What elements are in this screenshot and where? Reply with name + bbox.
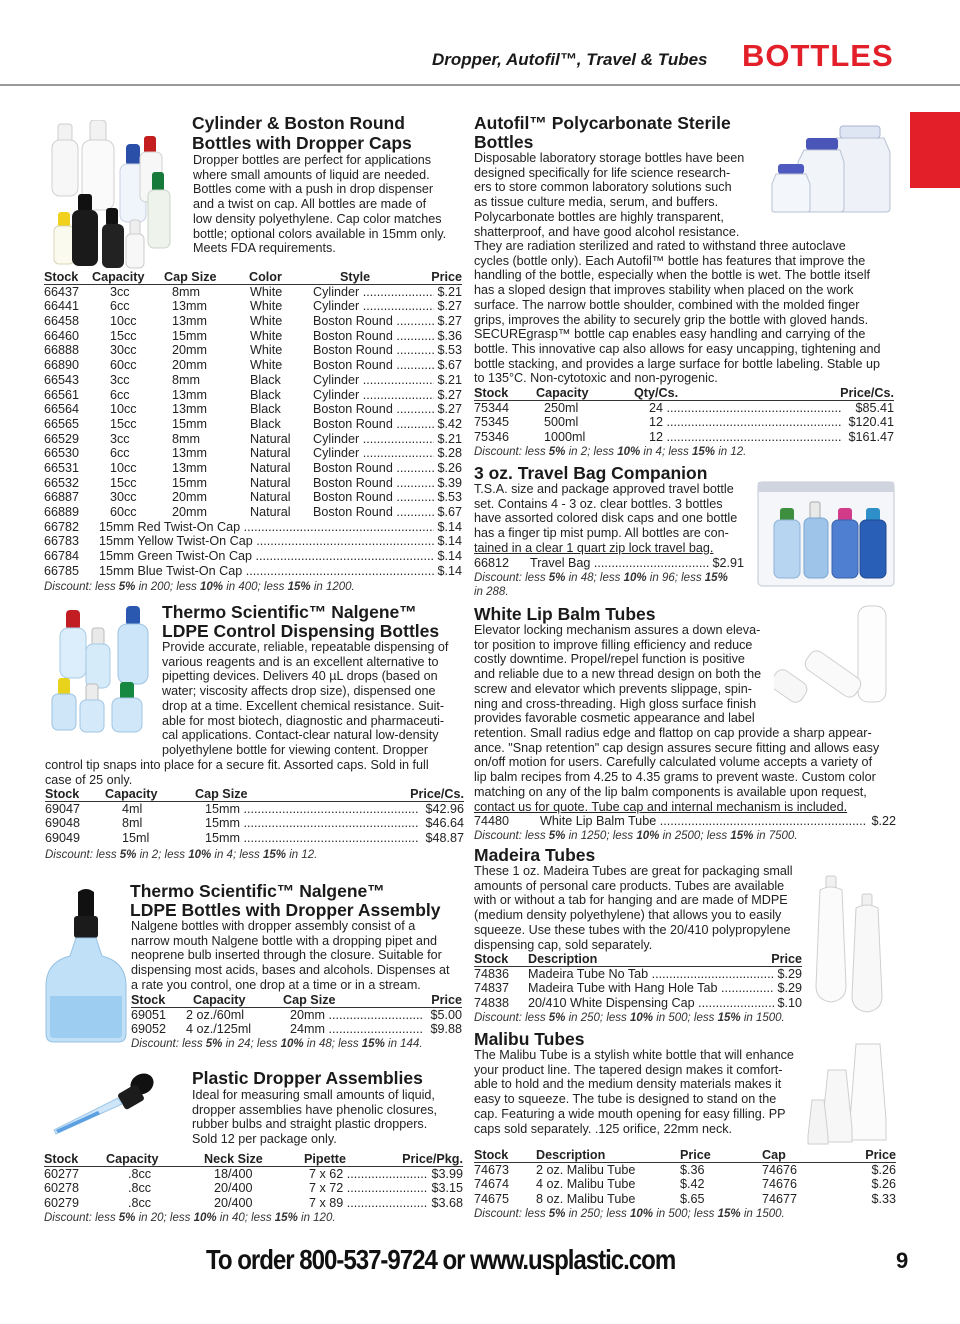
cyl-table-row: 66437 3cc 8mm White Cylinder ..... $.21 — [44, 285, 462, 300]
malibu-title: Malibu Tubes — [474, 1029, 585, 1049]
malibu-table-row: 74675 8 oz. Malibu Tube $.65 74677 $.33 — [474, 1192, 896, 1207]
nal2-description: Nalgene bottles with dropper assembly consist of a narrow mouth Nalgene bottle with a dropping pipet and neoprene bulb inserted through the closure. Suitable for dispensing most acids, bases and alcohols. Dispenses at a rate you control, one drop at a time or in a stream. — [131, 919, 450, 992]
pda-table — [44, 1152, 463, 1211]
nal2-table-header: Stock Capacity Cap Size Price — [131, 993, 462, 1007]
cyl-table-row: 66890 60cc 20mm White Boston Round ..... $.67 — [44, 358, 462, 373]
auto-table-row: 75344 250ml 24 ..... $85.41 — [474, 401, 894, 416]
auto-table — [474, 386, 894, 445]
auto-table-row: 75345 500ml 12 ..... $120.41 — [474, 415, 894, 430]
header-subtitle: Dropper, Autofil™, Travel & Tubes — [432, 50, 708, 69]
nal2-title-line2: LDPE Bottles with Dropper Assembly — [130, 900, 441, 920]
cyl-cap-row: 66782 15mm Red Twist-On Cap ..... $.14 — [44, 520, 462, 535]
madeira-table — [474, 952, 802, 1011]
nal1-table-row: 69048 8ml 15mm ..... $46.64 — [45, 816, 464, 831]
pda-table-row: 60278 .8cc 20/400 7 x 72 ..... $3.15 — [44, 1181, 463, 1196]
cyl-table-row: 66889 60cc 20mm Natural Boston Round ..... $.67 — [44, 505, 462, 520]
cyl-table-row: 66529 3cc 8mm Natural Cylinder ..... $.21 — [44, 432, 462, 447]
nal2-table-row: 69051 2 oz./60ml 20mm ..... $5.00 — [131, 1008, 462, 1023]
cyl-table-row: 66531 10cc 13mm Natural Boston Round ..... $.26 — [44, 461, 462, 476]
cyl-table — [44, 270, 462, 578]
pda-table-row: 60277 .8cc 18/400 7 x 62 ..... $3.99 — [44, 1167, 463, 1182]
nal1-title-line1: Thermo Scientific™ Nalgene™ — [162, 602, 417, 622]
page-number: 9 — [896, 1248, 909, 1273]
cyl-description: Dropper bottles are perfect for applications where small amounts of liquid are needed. Bottles come with a push in drop dispenser and a twist on cap. All bottles are made of low density polyethylene. Cap color matches bottle; optional colors available in 15mm only. Meets FDA requirements. — [193, 153, 447, 256]
plastic-dropper-image — [50, 1068, 160, 1140]
pda-discount: Discount: less 5% in 20; less 10% in 40; less 15% in 120. — [44, 1212, 336, 1224]
lip-title: White Lip Balm Tubes — [474, 604, 656, 624]
nal2-table — [131, 993, 462, 1037]
cyl-table-row: 66561 6cc 13mm Black Cylinder ..... $.27 — [44, 388, 462, 403]
travel-description: T.S.A. size and package approved travel bottle set. Contains 4 - 3 oz. clear bottles. 3 bottles have assorted colored disk caps and one bottle has a finger tip mist pump. All bottles are con- tained in a clear 1 quart zip lock travel bag. — [474, 482, 738, 555]
lip-description-wide: retention. Small radius edge and flattop on cap provide a sharp appear- ance. "Snap retention" cap design assures secure fitting and allows easy on/off motion for users. Carefully calculated volume accepts a variety of lip balm recipes from 4.25 to 4.35 grams to prevent waste. Custom color matching on any of the lip balm components is available upon request, contact us for quote. Tube cap and internal mechanism is included. — [474, 726, 880, 814]
auto-discount: Discount: less 5% in 2; less 10% in 4; less 15% in 12. — [474, 446, 747, 458]
cyl-table-row: 66530 6cc 13mm Natural Cylinder ..... $.28 — [44, 446, 462, 461]
malibu-table-header: Stock Description Price Cap Price — [474, 1148, 896, 1162]
madeira-description: These 1 oz. Madeira Tubes are great for packaging small amounts of personal care products. Tubes are available with or without a tab for hanging and are made of MDPE (medium density polyethylene) that allows you to easily squeeze. Use these tubes with the 20/410 polypropylene dispensing cap, sold separately. — [474, 864, 793, 952]
cyl-table-row: 66565 15cc 15mm Black Boston Round ..... $.42 — [44, 417, 462, 432]
cyl-title-line1: Cylinder & Boston Round — [192, 113, 405, 133]
nalgene-dispensing-bottles-image — [46, 604, 158, 734]
malibu-table — [474, 1148, 896, 1207]
malibu-table-row: 74674 4 oz. Malibu Tube $.42 74676 $.26 — [474, 1177, 896, 1192]
cyl-table-row: 66888 30cc 20mm White Boston Round ..... $.53 — [44, 343, 462, 358]
pda-table-header: Stock Capacity Neck Size Pipette Price/Pkg. — [44, 1152, 463, 1166]
travel-row: 66812 Travel Bag ..... $2.91 — [474, 556, 744, 571]
cyl-discount: Discount: less 5% in 200; less 10% in 400; less 15% in 1200. — [44, 581, 355, 593]
nal1-description: Provide accurate, reliable, repeatable dispensing of various reagents and is an excellent alternative to pipetting devices. Delivers 40 µL drops (based on water; viscosity affects drop size), dispensed one drop at a time. Excellent chemical resistance. Suit- able for most biotech, diagnostic and pharmaceuti- cal applications. Contact-clear natural low-density polyethylene bottle for viewing content. Dropper — [162, 640, 449, 757]
nal1-table — [45, 787, 464, 846]
lip-table — [474, 814, 896, 829]
auto-title-line2: Bottles — [474, 132, 534, 152]
footer-order-info: To order 800-537-9724 or www.usplastic.com — [206, 1244, 676, 1275]
lip-description-narrow: Elevator locking mechanism assures a down eleva- tor position to improve filling efficiency and reduce costly downtime. Propel/repel function is positive and reliable due to a new thread design on both the screw and elevator which prevents slippage, spin- ning and cross-threading. High gloss surface finish provides favorable cosmetic appearance and label — [474, 623, 762, 726]
cyl-cap-row: 66784 15mm Green Twist-On Cap ..... $.14 — [44, 549, 462, 564]
auto-table-header: Stock Capacity Qty/Cs. Price/Cs. — [474, 386, 894, 400]
cyl-table-row: 66564 10cc 13mm Black Boston Round ..... $.27 — [44, 402, 462, 417]
madeira-table-row: 74836 Madeira Tube No Tab ..... $.29 — [474, 967, 802, 982]
pda-title: Plastic Dropper Assemblies — [192, 1068, 423, 1088]
madeira-discount: Discount: less 5% in 250; less 10% in 500; less 15% in 1500. — [474, 1012, 785, 1024]
malibu-tubes-image — [806, 1040, 896, 1148]
madeira-table-row: 74837 Madeira Tube with Hang Hole Tab ..... $.29 — [474, 981, 802, 996]
cyl-table-row: 66460 15cc 15mm White Boston Round ..... $.36 — [44, 329, 462, 344]
cyl-title-line2: Bottles with Dropper Caps — [192, 133, 412, 153]
nal1-title-line2: LDPE Control Dispensing Bottles — [162, 621, 440, 641]
lip-discount: Discount: less 5% in 1250; less 10% in 2500; less 15% in 7500. — [474, 830, 798, 842]
pda-table-row: 60279 .8cc 20/400 7 x 89 ..... $3.68 — [44, 1196, 463, 1211]
travel-bag-image — [756, 480, 896, 590]
travel-title: 3 oz. Travel Bag Companion — [474, 463, 708, 483]
cyl-table-row: 66887 30cc 20mm Natural Boston Round ..... $.53 — [44, 490, 462, 505]
autofil-bottles-image — [770, 124, 898, 214]
auto-description-narrow: Disposable laboratory storage bottles have been designed specifically for life science research- ers to store common laboratory solutions such as tissue culture media, serum, and buffers. Polycarbonate bottles are highly transparent, shatterproof, and have good alcohol resistance. — [474, 151, 745, 239]
lip-balm-image — [774, 604, 898, 718]
madeira-tubes-image — [812, 874, 892, 1014]
nal1-discount: Discount: less 5% in 2; less 10% in 4; less 15% in 12. — [45, 849, 318, 861]
malibu-table-row: 74673 2 oz. Malibu Tube $.36 74676 $.26 — [474, 1162, 896, 1177]
nal2-title-line1: Thermo Scientific™ Nalgene™ — [130, 881, 385, 901]
cyl-cap-row: 66785 15mm Blue Twist-On Cap ..... $.14 — [44, 564, 462, 579]
auto-description-wide: They are radiation sterilized and rated to withstand three autoclave cycles (bottle only). Each Autofil™ bottle has features that improve the handling of the bottle, especially when the bottle is wet. The bottle itself has a sloped design that improves stability when placed on the work surface. The narrow bottle shoulder, combined with the molded finger grips, improves the ability to securely grip the bottle with gloved hands. SECUREgrasp™ bottle cap enables easy handling and carrying of the bottle. This innovative cap also allows for easy uncapping, tightening and bottle stacking, and provides a large surface for bottle labeling. Stable up to 135°C. Non-cytotoxic and non-pyrogenic. — [474, 239, 881, 386]
nal2-table-row: 69052 4 oz./125ml 24mm ..... $9.88 — [131, 1022, 462, 1037]
pda-description: Ideal for measuring small amounts of liquid, dropper assemblies have phenolic closures, rubber bulbs and straight plastic droppers. Sold 12 per package only. — [192, 1088, 438, 1147]
auto-table-row: 75346 1000ml 12 ..... $161.47 — [474, 430, 894, 445]
madeira-title: Madeira Tubes — [474, 845, 596, 865]
madeira-table-row: 74838 20/410 White Dispensing Cap ..... $.10 — [474, 996, 802, 1011]
cyl-cap-row: 66783 15mm Yellow Twist-On Cap ..... $.14 — [44, 534, 462, 549]
lip-row: 74480 White Lip Balm Tube ..... $.22 — [474, 814, 896, 829]
cyl-table-row: 66441 6cc 13mm White Cylinder ..... $.27 — [44, 299, 462, 314]
cyl-table-row: 66532 15cc 15mm Natural Boston Round ..... $.39 — [44, 476, 462, 491]
nal1-table-row: 69047 4ml 15mm ..... $42.96 — [45, 802, 464, 817]
madeira-table-header: Stock Description Price — [474, 952, 802, 966]
header-title: BOTTLES — [742, 38, 894, 73]
travel-table — [474, 556, 744, 571]
section-tab — [910, 112, 960, 188]
cyl-table-row: 66543 3cc 8mm Black Cylinder ..... $.21 — [44, 373, 462, 388]
auto-title-line1: Autofil™ Polycarbonate Sterile — [474, 113, 731, 133]
cyl-table-row: 66458 10cc 13mm White Boston Round ..... $.27 — [44, 314, 462, 329]
nal1-table-header: Stock Capacity Cap Size Price/Cs. — [45, 787, 464, 801]
nal2-discount: Discount: less 5% in 24; less 10% in 48; less 15% in 144. — [131, 1038, 423, 1050]
malibu-description: The Malibu Tube is a stylish white bottle that will enhance your product line. The tapered design makes it comfort- able to hold and the medium density materials makes it easy to squeeze. The tube is designed to stand on the cap. Featuring a wide mouth opening for easy filling. PP caps sold separately. .125 orifice, 22mm neck. — [474, 1048, 794, 1136]
travel-discount-line1: Discount: less 5% in 48; less 10% in 96; less 15% — [474, 572, 728, 584]
malibu-discount: Discount: less 5% in 250; less 10% in 500; less 15% in 1500. — [474, 1208, 785, 1220]
dropper-bottles-image — [44, 120, 189, 270]
cyl-table-header: Stock Capacity Cap Size Color Style Price — [44, 270, 462, 284]
nalgene-dropper-bottle-image — [40, 886, 132, 1046]
travel-discount-line2: in 288. — [474, 586, 509, 598]
nal1-table-row: 69049 15ml 15mm ..... $48.87 — [45, 831, 464, 846]
header-rule — [0, 84, 960, 86]
nal1-description-full: control tip snaps into place for a secure fit. Assorted caps. Sold in full case of 25 only. — [45, 758, 429, 787]
